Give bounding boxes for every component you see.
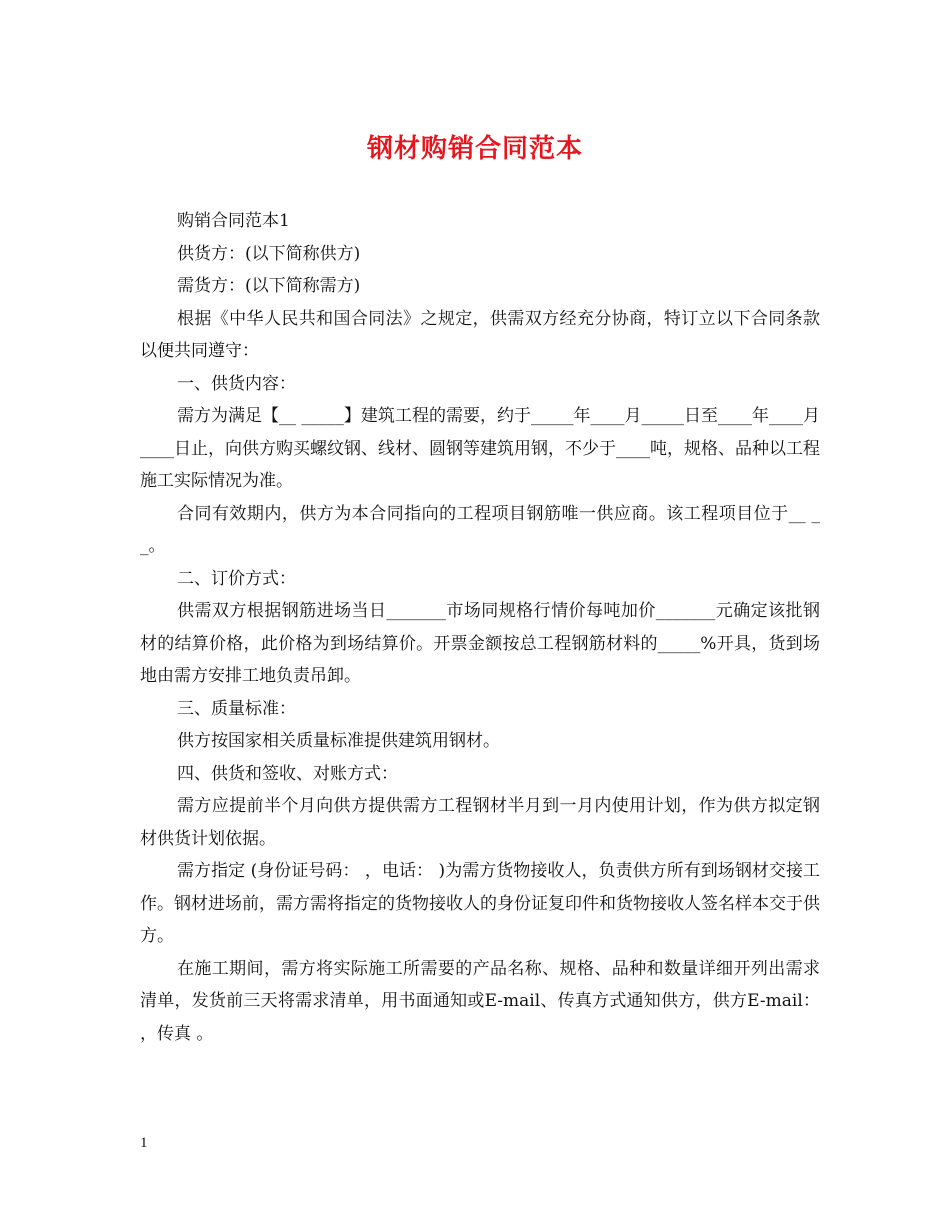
section-heading-pricing: 二、订价方式： xyxy=(177,568,296,589)
section-heading-supply-content: 一、供货内容： xyxy=(177,373,296,394)
page-number: 1 xyxy=(140,1135,148,1151)
paragraph-buyer: 需货方：(以下简称需方) xyxy=(177,276,361,296)
paragraph-demand-list: 在施工期间，需方将实际施工所需要的产品名称、规格、品种和数量详细开列出需求清单，发货前三天将需求清单，用书面通知或E-mail、传真方式通知供方，供方E-mail： ，传真 。 xyxy=(140,958,820,1044)
paragraph-usage-plan: 需方应提前半个月向供方提供需方工程钢材半月到一月内使用计划，作为供方拟定钢材供货计划依据。 xyxy=(140,796,820,849)
paragraph-preamble: 根据《中华人民共和国合同法》之规定，供需双方经充分协商，特订立以下合同条款以便共同遵守： xyxy=(140,308,820,361)
paragraph-contract-sample-heading: 购销合同范本1 xyxy=(177,211,290,231)
paragraph-supplier: 供货方：(以下简称供方) xyxy=(177,243,361,264)
paragraph-pricing: 供需双方根据钢筋进场当日_______市场同规格行情价每吨加价_______元确定该批钢材的结算价格，此价格为到场结算价。开票金额按总工程钢筋材料的_____%开具，货到场地由需方安排工地负责吊卸。 xyxy=(140,601,820,686)
section-heading-delivery: 四、供货和签收、对账方式： xyxy=(177,763,398,784)
section-heading-quality: 三、质量标准： xyxy=(177,698,296,719)
paragraph-receiver: 需方指定 (身份证号码： ，电话： )为需方货物接收人，负责供方所有到场钢材交接工作。钢材进场前，需方需将指定的货物接收人的身份证复印件和货物接收人签名样本交于供方。 xyxy=(140,861,820,946)
paragraph-supply-content: 需方为满足【__ _____】建筑工程的需要，约于_____年____月_____日至____年____月____日止，向供方购买螺纹钢、线材、圆钢等建筑用钢，不少于____吨，规格、品种以工程施工实际情况为准。 xyxy=(140,406,820,491)
paragraph-quality: 供方按国家相关质量标准提供建筑用钢材。 xyxy=(177,731,500,751)
paragraph-sole-supplier: 合同有效期内，供方为本合同指向的工程项目钢筋唯一供应商。该工程项目位于__ __。 xyxy=(140,503,820,556)
document-title: 钢材购销合同范本 xyxy=(366,134,583,164)
document-body xyxy=(140,205,820,1050)
